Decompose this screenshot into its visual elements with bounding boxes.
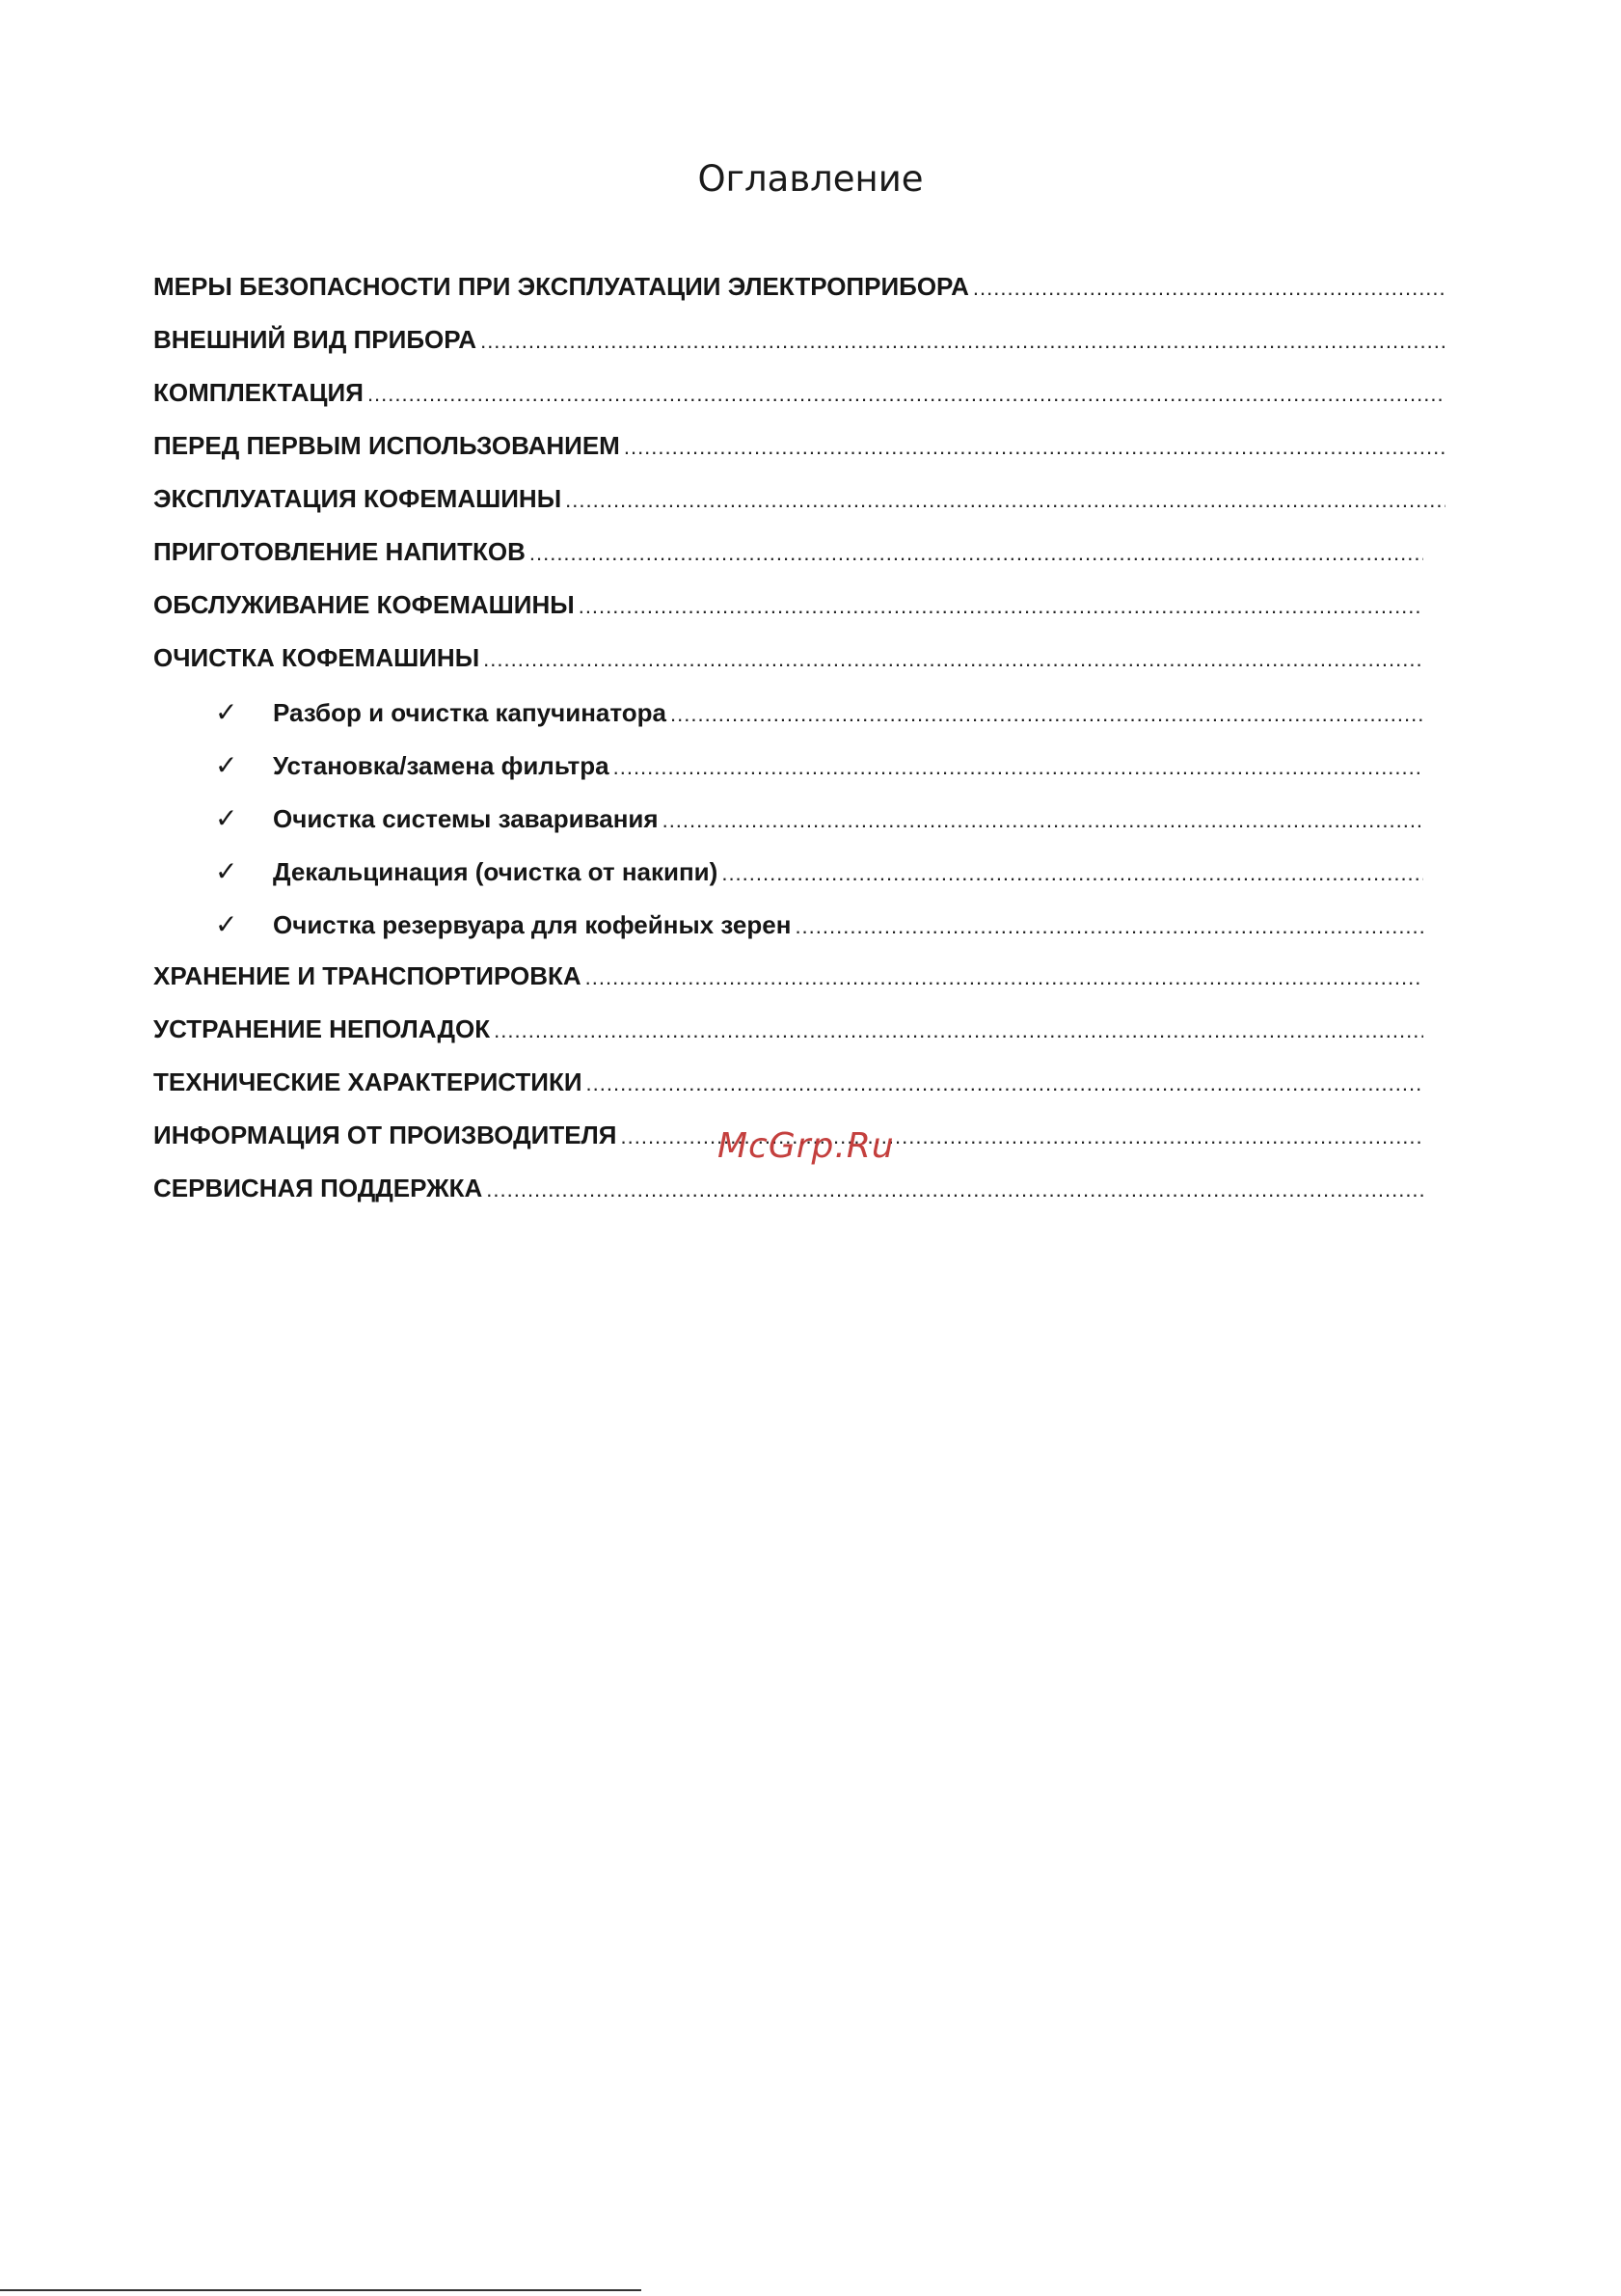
dot-leader [662, 808, 1423, 833]
watermark: McGrp.Ru [717, 1126, 895, 1166]
toc-entry-label: МЕРЫ БЕЗОПАСНОСТИ ПРИ ЭКСПЛУАТАЦИИ ЭЛЕКТРОПРИБОРА [153, 272, 969, 301]
toc-entry[interactable] [153, 537, 1423, 590]
toc-entry-label: ИНФОРМАЦИЯ ОТ ПРОИЗВОДИТЕЛЯ [153, 1121, 617, 1149]
checkmark-icon: ✓ [215, 696, 238, 728]
toc-entry[interactable] [153, 484, 1445, 537]
dot-leader [367, 382, 1445, 407]
toc-subentry[interactable] [153, 802, 1423, 855]
toc-subentry[interactable] [153, 696, 1423, 749]
toc-entry-label: ХРАНЕНИЕ И ТРАНСПОРТИРОВКА [153, 961, 581, 990]
toc-subentry-label: Очистка системы заваривания [273, 804, 659, 833]
toc-entry-label: КОМПЛЕКТАЦИЯ [153, 378, 364, 407]
dot-leader [565, 488, 1445, 513]
dot-leader [795, 914, 1423, 939]
toc-entry[interactable] [153, 590, 1423, 643]
toc-entry-label: УСТРАНЕНИЕ НЕПОЛАДОК [153, 1014, 491, 1043]
dot-leader [529, 541, 1423, 566]
dot-leader [613, 755, 1423, 780]
toc-entry[interactable] [153, 1067, 1423, 1121]
dot-leader [585, 965, 1423, 990]
toc-entry[interactable] [153, 1174, 1423, 1227]
table-of-contents [153, 272, 1445, 1227]
toc-entry-label: ОБСЛУЖИВАНИЕ КОФЕМАШИНЫ [153, 590, 575, 619]
toc-entry-label: ОЧИСТКА КОФЕМАШИНЫ [153, 643, 480, 672]
toc-entry[interactable] [153, 272, 1445, 325]
toc-subentry-label: Декальцинация (очистка от накипи) [273, 857, 718, 886]
dot-leader [579, 594, 1423, 619]
toc-entry[interactable] [153, 378, 1445, 431]
dot-leader [973, 276, 1445, 301]
page-title: Оглавление [697, 158, 924, 200]
checkmark-icon: ✓ [215, 908, 238, 940]
dot-leader [486, 1177, 1423, 1202]
footer-divider [0, 2289, 641, 2291]
dot-leader [670, 702, 1423, 727]
toc-entry[interactable] [153, 643, 1423, 696]
checkmark-icon: ✓ [215, 802, 238, 834]
dot-leader [586, 1071, 1423, 1096]
dot-leader [494, 1018, 1423, 1043]
checkmark-icon: ✓ [215, 749, 238, 781]
toc-subentry[interactable] [153, 749, 1423, 802]
toc-entry[interactable] [153, 1014, 1423, 1067]
toc-entry[interactable] [153, 431, 1445, 484]
toc-entry[interactable] [153, 961, 1423, 1014]
toc-entry-label: СЕРВИСНАЯ ПОДДЕРЖКА [153, 1174, 483, 1202]
toc-entry-label: ПРИГОТОВЛЕНИЕ НАПИТКОВ [153, 537, 526, 566]
toc-entry-label: ТЕХНИЧЕСКИЕ ХАРАКТЕРИСТИКИ [153, 1067, 582, 1096]
toc-entry-label: ПЕРЕД ПЕРВЫМ ИСПОЛЬЗОВАНИЕМ [153, 431, 620, 460]
toc-subentry[interactable] [153, 855, 1423, 908]
dot-leader [483, 647, 1423, 672]
toc-entry[interactable] [153, 325, 1445, 378]
dot-leader [480, 329, 1445, 354]
toc-subentry[interactable] [153, 908, 1423, 961]
toc-subentry-label: Разбор и очистка капучинатора [273, 698, 667, 727]
toc-subentry-label: Очистка резервуара для кофейных зерен [273, 910, 792, 939]
dot-leader [624, 435, 1445, 460]
toc-entry-label: ЭКСПЛУАТАЦИЯ КОФЕМАШИНЫ [153, 484, 562, 513]
dot-leader [721, 861, 1423, 886]
toc-subentry-label: Установка/замена фильтра [273, 751, 609, 780]
toc-entry-label: ВНЕШНИЙ ВИД ПРИБОРА [153, 325, 477, 354]
checkmark-icon: ✓ [215, 855, 238, 887]
